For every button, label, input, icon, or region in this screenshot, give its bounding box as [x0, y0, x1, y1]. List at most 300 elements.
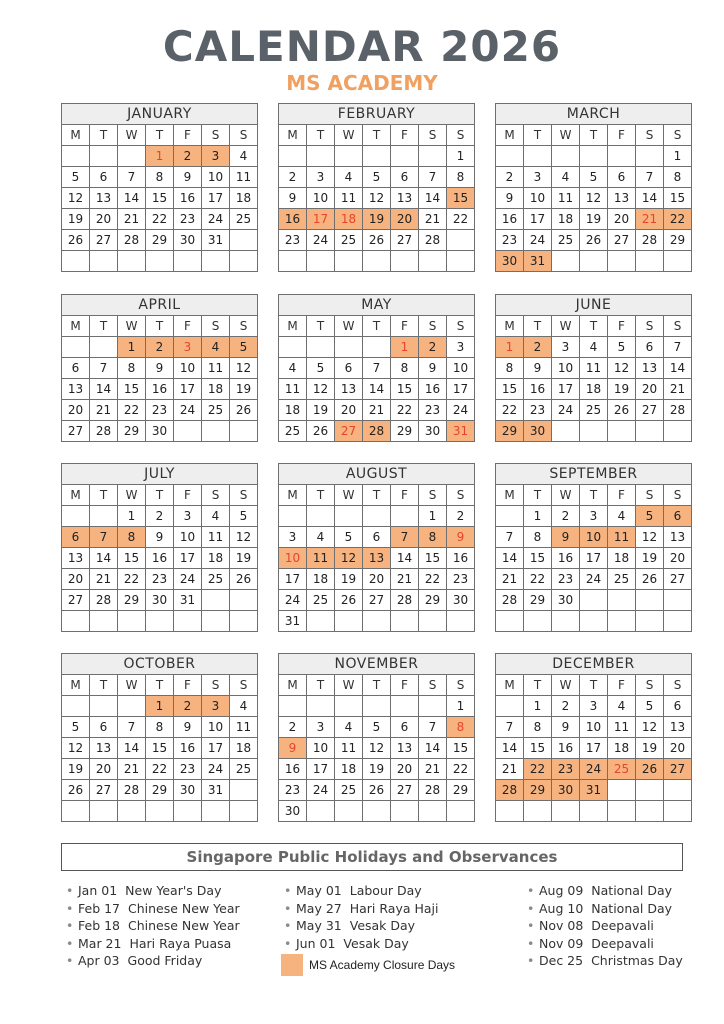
day-cell: 16 [279, 209, 307, 230]
day-cell: 7 [363, 358, 391, 379]
day-cell: 23 [146, 569, 174, 590]
empty-cell [496, 506, 524, 527]
day-cell: 9 [279, 188, 307, 209]
day-cell: 28 [363, 421, 391, 442]
day-cell: 28 [496, 590, 524, 611]
empty-cell [664, 421, 692, 442]
day-cell: 5 [230, 506, 258, 527]
holiday-name: Labour Day [349, 883, 422, 898]
holiday-item [66, 952, 240, 970]
day-cell: 30 [279, 801, 307, 822]
month-calendar-january [61, 103, 258, 272]
day-cell: 3 [580, 506, 608, 527]
day-cell: 19 [608, 379, 636, 400]
day-cell: 26 [62, 780, 90, 801]
day-cell: 10 [552, 358, 580, 379]
empty-cell [307, 337, 335, 358]
week-row [62, 590, 258, 611]
bullet-icon: • [66, 900, 74, 916]
day-cell: 12 [62, 188, 90, 209]
day-cell: 17 [174, 379, 202, 400]
day-cell: 7 [90, 358, 118, 379]
day-cell: 24 [174, 569, 202, 590]
day-cell: 10 [524, 188, 552, 209]
day-cell: 29 [496, 421, 524, 442]
day-cell: 5 [580, 167, 608, 188]
empty-cell [636, 251, 664, 272]
day-cell: 23 [447, 569, 475, 590]
week-row [496, 569, 692, 590]
day-cell: 14 [496, 548, 524, 569]
day-cell: 1 [146, 146, 174, 167]
week-row [496, 780, 692, 801]
month-calendar-november [278, 653, 475, 822]
day-cell: 22 [118, 569, 146, 590]
academy-name: MS ACADEMY [286, 71, 438, 95]
week-row [279, 569, 475, 590]
week-row [496, 506, 692, 527]
weekday-header: F [174, 675, 202, 696]
day-cell: 6 [391, 167, 419, 188]
holiday-item [527, 935, 683, 953]
empty-cell [391, 801, 419, 822]
day-cell: 2 [496, 167, 524, 188]
day-cell: 4 [580, 337, 608, 358]
day-cell: 28 [636, 230, 664, 251]
holiday-date: May 31 [296, 918, 342, 933]
day-cell: 5 [363, 717, 391, 738]
day-cell: 25 [580, 400, 608, 421]
week-row [279, 548, 475, 569]
weekday-header: S [447, 675, 475, 696]
weekday-header: T [90, 125, 118, 146]
holiday-name: Chinese New Year [128, 918, 240, 933]
month-name: NOVEMBER [279, 654, 475, 675]
day-cell: 20 [90, 759, 118, 780]
week-row [62, 400, 258, 421]
day-cell: 1 [496, 337, 524, 358]
empty-cell [608, 251, 636, 272]
weekday-header: W [118, 485, 146, 506]
day-cell: 11 [202, 527, 230, 548]
weekday-header: M [496, 675, 524, 696]
day-cell: 9 [146, 527, 174, 548]
day-cell: 2 [552, 506, 580, 527]
day-cell: 13 [636, 358, 664, 379]
empty-cell [230, 421, 258, 442]
empty-cell [335, 337, 363, 358]
week-row [496, 696, 692, 717]
month-calendar-october [61, 653, 258, 822]
day-cell: 16 [496, 209, 524, 230]
day-cell: 16 [146, 548, 174, 569]
day-cell: 30 [552, 590, 580, 611]
day-cell: 2 [279, 717, 307, 738]
day-cell: 17 [307, 759, 335, 780]
weekday-header: S [230, 316, 258, 337]
empty-cell [419, 611, 447, 632]
day-cell: 23 [174, 759, 202, 780]
day-cell: 4 [608, 696, 636, 717]
empty-cell [496, 696, 524, 717]
weekday-header: T [90, 675, 118, 696]
day-cell: 10 [447, 358, 475, 379]
empty-cell [90, 611, 118, 632]
day-cell: 22 [146, 209, 174, 230]
empty-cell [90, 506, 118, 527]
week-row [62, 209, 258, 230]
day-cell: 3 [202, 146, 230, 167]
day-cell: 4 [552, 167, 580, 188]
day-cell: 18 [230, 188, 258, 209]
day-cell: 10 [580, 717, 608, 738]
day-cell: 5 [636, 506, 664, 527]
week-row [279, 230, 475, 251]
month-calendar-december [495, 653, 692, 822]
empty-cell [202, 801, 230, 822]
holiday-item [527, 917, 683, 935]
weekday-header: S [664, 125, 692, 146]
day-cell: 15 [118, 548, 146, 569]
day-cell: 12 [363, 188, 391, 209]
week-row [496, 167, 692, 188]
day-cell: 7 [90, 527, 118, 548]
day-cell: 24 [202, 209, 230, 230]
day-cell: 26 [363, 780, 391, 801]
empty-cell [90, 146, 118, 167]
day-cell: 23 [552, 759, 580, 780]
empty-cell [230, 590, 258, 611]
day-cell: 17 [307, 209, 335, 230]
holiday-date: May 01 [296, 883, 342, 898]
empty-cell [62, 696, 90, 717]
month-calendar-april [61, 294, 258, 442]
day-cell: 28 [90, 421, 118, 442]
empty-cell [608, 780, 636, 801]
empty-cell [419, 146, 447, 167]
day-cell: 14 [664, 358, 692, 379]
day-cell: 17 [580, 548, 608, 569]
day-cell: 13 [608, 188, 636, 209]
week-row [496, 251, 692, 272]
bullet-icon: • [66, 883, 74, 898]
day-cell: 2 [146, 506, 174, 527]
holiday-name: Christmas Day [591, 953, 683, 968]
empty-cell [608, 801, 636, 822]
day-cell: 12 [608, 358, 636, 379]
holiday-date: Apr 03 [78, 953, 120, 968]
empty-cell [279, 251, 307, 272]
day-cell: 1 [118, 337, 146, 358]
week-row [62, 358, 258, 379]
week-row [62, 717, 258, 738]
bullet-icon: • [527, 883, 535, 898]
holiday-item [66, 917, 240, 935]
day-cell: 18 [335, 759, 363, 780]
day-cell: 5 [307, 358, 335, 379]
month-name: APRIL [62, 295, 258, 316]
day-cell: 15 [524, 548, 552, 569]
day-cell: 6 [608, 167, 636, 188]
holiday-name: Hari Raya Haji [349, 900, 439, 916]
day-cell: 9 [552, 717, 580, 738]
day-cell: 26 [335, 590, 363, 611]
empty-cell [552, 611, 580, 632]
day-cell: 10 [307, 188, 335, 209]
day-cell: 3 [202, 696, 230, 717]
day-cell: 20 [62, 569, 90, 590]
week-row [279, 506, 475, 527]
weekday-header: F [174, 316, 202, 337]
day-cell: 19 [335, 569, 363, 590]
day-cell: 9 [174, 167, 202, 188]
weekday-header: F [608, 125, 636, 146]
weekday-header: W [552, 316, 580, 337]
day-cell: 16 [552, 548, 580, 569]
day-cell: 23 [496, 230, 524, 251]
day-cell: 15 [524, 738, 552, 759]
weekday-header: S [447, 485, 475, 506]
day-cell: 5 [608, 337, 636, 358]
day-cell: 2 [174, 146, 202, 167]
day-cell: 14 [496, 738, 524, 759]
day-cell: 29 [118, 421, 146, 442]
day-cell: 4 [230, 146, 258, 167]
day-cell: 19 [363, 759, 391, 780]
empty-cell [363, 696, 391, 717]
day-cell: 21 [419, 209, 447, 230]
weekday-header: T [580, 316, 608, 337]
day-cell: 26 [62, 230, 90, 251]
day-cell: 16 [552, 738, 580, 759]
week-row [62, 421, 258, 442]
week-row [279, 379, 475, 400]
day-cell: 13 [664, 527, 692, 548]
day-cell: 17 [279, 569, 307, 590]
day-cell: 3 [174, 506, 202, 527]
empty-cell [636, 590, 664, 611]
holiday-name: National Day [591, 883, 673, 898]
day-cell: 2 [174, 696, 202, 717]
empty-cell [335, 696, 363, 717]
weekday-header: M [279, 125, 307, 146]
empty-cell [62, 146, 90, 167]
empty-cell [118, 696, 146, 717]
holiday-date: Dec 25 [539, 953, 584, 968]
holiday-date: Aug 10 [539, 900, 584, 916]
day-cell: 4 [202, 506, 230, 527]
day-cell: 11 [580, 358, 608, 379]
empty-cell [146, 251, 174, 272]
day-cell: 9 [279, 738, 307, 759]
day-cell: 11 [552, 188, 580, 209]
month-name: SEPTEMBER [496, 464, 692, 485]
empty-cell [552, 251, 580, 272]
weekday-header: W [335, 125, 363, 146]
empty-cell [363, 611, 391, 632]
day-cell: 28 [496, 780, 524, 801]
week-row [62, 738, 258, 759]
day-cell: 19 [230, 379, 258, 400]
day-cell: 31 [174, 590, 202, 611]
day-cell: 28 [419, 780, 447, 801]
week-row [279, 590, 475, 611]
day-cell: 9 [496, 188, 524, 209]
month-calendar-july [61, 463, 258, 632]
empty-cell [174, 251, 202, 272]
day-cell: 20 [391, 759, 419, 780]
month-calendar-march [495, 103, 692, 272]
day-cell: 31 [202, 230, 230, 251]
empty-cell [447, 801, 475, 822]
day-cell: 2 [447, 506, 475, 527]
day-cell: 23 [279, 230, 307, 251]
day-cell: 15 [146, 738, 174, 759]
empty-cell [335, 251, 363, 272]
day-cell: 9 [524, 358, 552, 379]
weekday-header: T [307, 316, 335, 337]
weekday-header: S [636, 125, 664, 146]
day-cell: 13 [363, 548, 391, 569]
week-row [62, 611, 258, 632]
day-cell: 11 [335, 738, 363, 759]
empty-cell [580, 251, 608, 272]
day-cell: 20 [636, 379, 664, 400]
weekday-header: F [391, 125, 419, 146]
weekday-header: S [202, 316, 230, 337]
weekday-header: W [118, 125, 146, 146]
empty-cell [636, 801, 664, 822]
day-cell: 15 [664, 188, 692, 209]
empty-cell [335, 611, 363, 632]
day-cell: 1 [118, 506, 146, 527]
day-cell: 6 [363, 527, 391, 548]
day-cell: 8 [419, 527, 447, 548]
day-cell: 30 [146, 421, 174, 442]
day-cell: 10 [174, 358, 202, 379]
weekday-header: F [174, 485, 202, 506]
weekday-header: M [62, 675, 90, 696]
day-cell: 20 [335, 400, 363, 421]
day-cell: 12 [335, 548, 363, 569]
weekday-header: T [307, 485, 335, 506]
weekday-header: S [419, 125, 447, 146]
week-row [279, 527, 475, 548]
empty-cell [363, 506, 391, 527]
day-cell: 10 [174, 527, 202, 548]
day-cell: 13 [391, 738, 419, 759]
day-cell: 17 [202, 188, 230, 209]
week-row [496, 400, 692, 421]
day-cell: 25 [279, 421, 307, 442]
day-cell: 31 [524, 251, 552, 272]
day-cell: 12 [230, 527, 258, 548]
month-name: OCTOBER [62, 654, 258, 675]
week-row [279, 337, 475, 358]
week-row [62, 230, 258, 251]
weekday-header: S [202, 125, 230, 146]
day-cell: 9 [447, 527, 475, 548]
empty-cell [636, 146, 664, 167]
day-cell: 4 [608, 506, 636, 527]
empty-cell [524, 146, 552, 167]
day-cell: 15 [447, 188, 475, 209]
day-cell: 26 [230, 400, 258, 421]
day-cell: 22 [447, 759, 475, 780]
empty-cell [580, 801, 608, 822]
weekday-header: S [636, 675, 664, 696]
week-row [496, 188, 692, 209]
weekday-header: M [62, 316, 90, 337]
week-row [62, 506, 258, 527]
day-cell: 24 [307, 230, 335, 251]
week-row [62, 379, 258, 400]
calendar-title: CALENDAR 2026 [162, 22, 562, 71]
day-cell: 1 [524, 696, 552, 717]
day-cell: 7 [636, 167, 664, 188]
day-cell: 26 [636, 759, 664, 780]
holiday-name: Deepavali [591, 918, 654, 933]
empty-cell [363, 146, 391, 167]
empty-cell [307, 506, 335, 527]
week-row [496, 230, 692, 251]
day-cell: 19 [230, 548, 258, 569]
empty-cell [363, 251, 391, 272]
month-calendar-august [278, 463, 475, 632]
bullet-icon: • [284, 918, 292, 933]
day-cell: 13 [664, 717, 692, 738]
day-cell: 28 [118, 780, 146, 801]
day-cell: 12 [636, 527, 664, 548]
day-cell: 30 [174, 230, 202, 251]
day-cell: 29 [664, 230, 692, 251]
day-cell: 14 [118, 738, 146, 759]
week-row [62, 337, 258, 358]
day-cell: 25 [202, 400, 230, 421]
day-cell: 8 [447, 717, 475, 738]
empty-cell [580, 611, 608, 632]
empty-cell [419, 251, 447, 272]
weekday-header: T [524, 316, 552, 337]
empty-cell [62, 506, 90, 527]
empty-cell [552, 421, 580, 442]
day-cell: 30 [496, 251, 524, 272]
day-cell: 11 [230, 167, 258, 188]
empty-cell [608, 590, 636, 611]
day-cell: 8 [496, 358, 524, 379]
holiday-date: May 27 [296, 900, 342, 916]
weekday-header: T [580, 675, 608, 696]
holiday-item [284, 917, 439, 935]
day-cell: 18 [307, 569, 335, 590]
empty-cell [391, 251, 419, 272]
holidays-heading: Singapore Public Holidays and Observances [61, 843, 683, 871]
day-cell: 21 [363, 400, 391, 421]
day-cell: 11 [230, 717, 258, 738]
day-cell: 11 [202, 358, 230, 379]
day-cell: 2 [419, 337, 447, 358]
day-cell: 8 [146, 717, 174, 738]
day-cell: 21 [496, 569, 524, 590]
day-cell: 7 [419, 167, 447, 188]
weekday-header: S [664, 316, 692, 337]
month-name: MAY [279, 295, 475, 316]
day-cell: 26 [230, 569, 258, 590]
month-calendar-september [495, 463, 692, 632]
month-name: DECEMBER [496, 654, 692, 675]
holiday-name: Vesak Day [343, 935, 409, 951]
day-cell: 1 [447, 696, 475, 717]
